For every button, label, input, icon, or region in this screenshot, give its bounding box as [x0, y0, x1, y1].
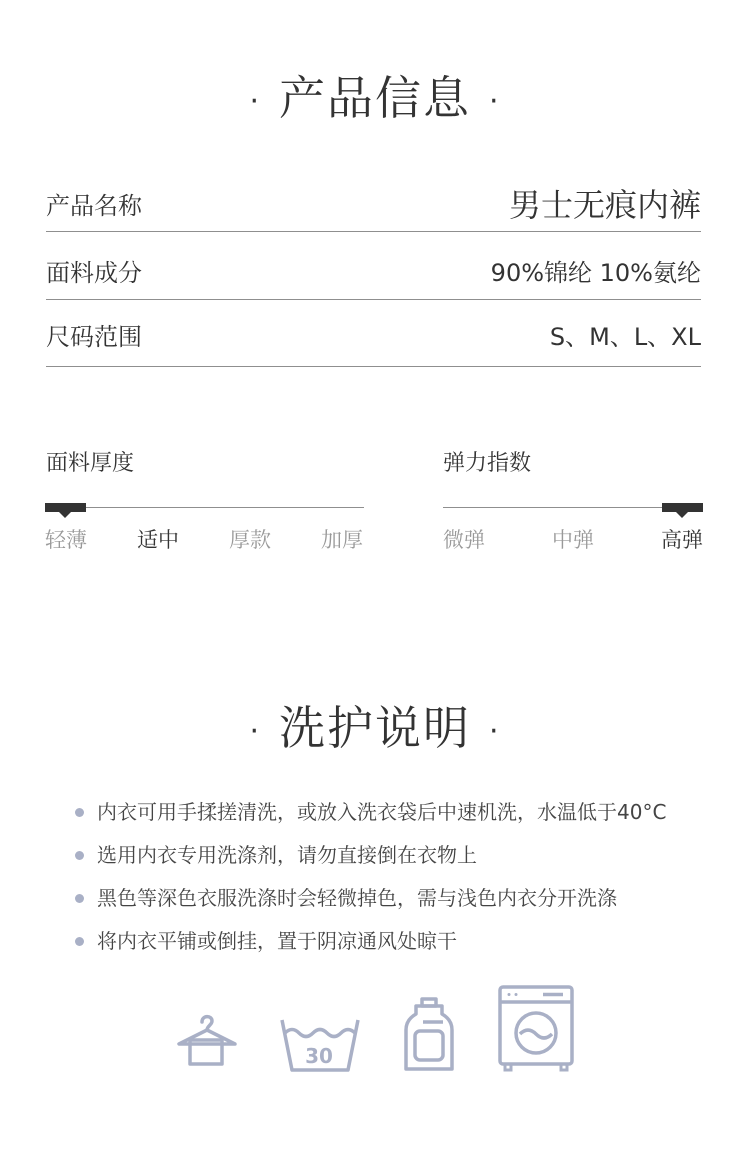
thickness-option-selected: 适中 — [137, 528, 179, 552]
care-list-item — [75, 796, 666, 825]
product-info-title-text: 产品信息 — [279, 71, 471, 125]
info-row-size — [46, 299, 701, 367]
thickness-option: 轻薄 — [45, 528, 87, 552]
washing-machine-icon — [497, 984, 575, 1072]
info-label: 面料成分 — [46, 259, 142, 287]
thickness-marker — [45, 503, 86, 512]
thickness-title: 面料厚度 — [46, 451, 135, 476]
title-dot-right: · — [489, 84, 501, 119]
care-list-item — [75, 839, 477, 868]
info-value: 90%锦纶 10%氨纶 — [490, 259, 701, 287]
title-dot-left: · — [249, 714, 261, 749]
info-value: 男士无痕内裤 — [508, 186, 701, 224]
care-item-text: 将内衣平铺或倒挂，置于阴凉通风处晾干 — [97, 929, 457, 953]
info-label: 尺码范围 — [46, 323, 142, 351]
info-row-fabric — [46, 231, 701, 300]
title-dot-right: · — [489, 714, 501, 749]
care-item-text: 内衣可用手揉搓清洗，或放入洗衣袋后中速机洗，水温低于40°C — [97, 800, 667, 824]
elasticity-option: 中弹 — [552, 528, 594, 552]
info-label: 产品名称 — [46, 192, 142, 220]
care-list-item — [75, 882, 617, 911]
bullet-icon — [75, 808, 84, 817]
bullet-icon — [75, 937, 84, 946]
care-title — [0, 692, 750, 758]
care-list-item — [75, 925, 457, 954]
hanger-icon — [176, 1010, 238, 1068]
thickness-option: 加厚 — [321, 528, 363, 552]
info-value: S、M、L、XL — [549, 323, 701, 351]
care-item-text: 黑色等深色衣服洗涤时会轻微掉色，需与浅色内衣分开洗涤 — [97, 886, 617, 910]
thickness-scale-line — [46, 507, 364, 508]
info-row-name — [46, 170, 701, 232]
elasticity-option-selected: 高弹 — [661, 528, 703, 552]
detergent-bottle-icon — [403, 996, 455, 1072]
elasticity-title: 弹力指数 — [443, 451, 532, 476]
elasticity-option: 微弹 — [443, 528, 485, 552]
wash-temperature: 30 — [305, 1044, 333, 1068]
wash-30-icon — [279, 1016, 361, 1074]
title-dot-left: · — [249, 84, 261, 119]
care-item-text: 选用内衣专用洗涤剂，请勿直接倒在衣物上 — [97, 843, 477, 867]
care-title-text: 洗护说明 — [279, 701, 471, 755]
bullet-icon — [75, 894, 84, 903]
product-info-title — [0, 62, 750, 128]
bullet-icon — [75, 851, 84, 860]
thickness-option: 厚款 — [229, 528, 271, 552]
elasticity-marker — [662, 503, 703, 512]
